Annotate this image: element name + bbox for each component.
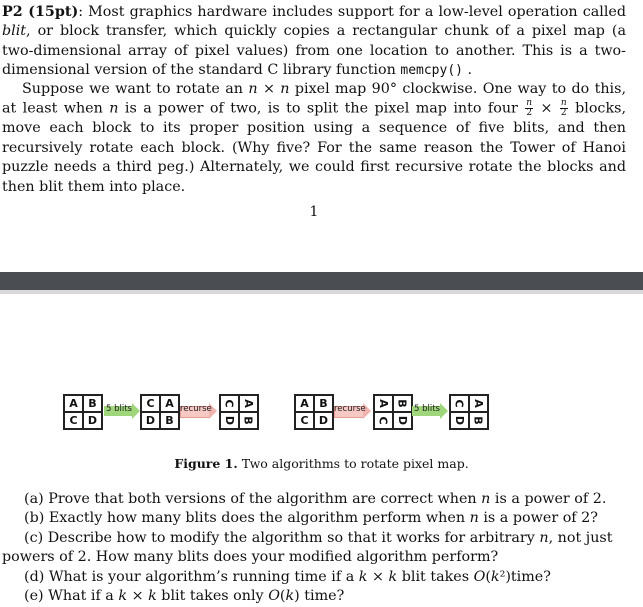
block-c: C <box>222 399 236 408</box>
arrow-label: 5 blits <box>106 404 132 414</box>
block-a: A <box>376 399 390 408</box>
block-b: B <box>160 412 179 429</box>
block-d: D <box>395 415 409 426</box>
block-grid-rotated-1 <box>219 394 259 430</box>
block-a: A <box>64 395 83 412</box>
question-d: (d) What is your algorithm’s running time if a k × k blit takes O(k²)time? <box>24 569 551 585</box>
block-grid-rotated-final <box>449 394 489 430</box>
block-b: B <box>83 395 102 412</box>
block-grid-original <box>63 394 103 430</box>
arrow-5-blits <box>104 403 140 419</box>
block-c: C <box>64 412 83 429</box>
memcpy-code: memcpy() <box>400 63 463 79</box>
block-a: A <box>471 399 485 408</box>
problem-paragraph-2: Suppose we want to rotate an n × n pixel map 90° clockwise. One way to do this, at least when n is a power of two, is to split the pixel map into four $\frac{n}{2}$ × $\frac{n}{2}$ blocks, move each block to its proper position using a sequence of five blits, and then recursively rotate each block. (Why five? For the same reason the Tower of Hanoi puzzle needs a third peg.) Alternately, we could first recursive rotate the blocks and then blit them into place. <box>2 81 626 195</box>
block-grid-original-2 <box>294 394 334 430</box>
document-page <box>0 0 643 272</box>
block-b: B <box>241 416 255 425</box>
page-separator <box>0 272 643 290</box>
arrow-label: recurse <box>180 404 212 414</box>
block-b: B <box>395 399 409 408</box>
arrow-5-blits-2 <box>412 403 448 419</box>
block-grid-blitted <box>140 394 180 430</box>
fraction-n-over-2: $\frac{n}{2}$ <box>526 98 533 119</box>
block-a: A <box>295 395 314 412</box>
block-d: D <box>452 415 466 426</box>
question-a: (a) Prove that both versions of the algorithm are correct when n is a power of 2. <box>24 491 607 507</box>
block-b: B <box>471 416 485 425</box>
block-c: C <box>376 416 390 425</box>
arrow-recurse-2 <box>334 403 371 419</box>
problem-paragraph-1: P2 (15pt): Most graphics hardware includes support for a low-level operation called blit, or block transfer, which quickly copies a rectangular chunk of a pixel map (a two-dimensional array of pixel values) from one location to another. This is a two-dimensional version of the standard C library function memcpy() . <box>2 4 627 79</box>
block-d: D <box>222 415 236 426</box>
block-grid-rotated-2 <box>373 394 413 430</box>
block-d: D <box>83 412 102 429</box>
block-c: C <box>452 399 466 408</box>
block-d: D <box>314 412 333 429</box>
question-e: (e) What if a k × k blit takes only O(k) time? <box>24 588 345 604</box>
block-c: C <box>141 395 160 412</box>
question-c: (c) Describe how to modify the algorithm so that it works for arbitrary n, not just powers of 2. How many blits does your modified algorithm perform? <box>2 530 613 566</box>
block-d: D <box>141 412 160 429</box>
question-b: (b) Exactly how many blits does the algorithm perform when n is a power of 2? <box>24 510 598 526</box>
fraction-n-over-2: $\frac{n}{2}$ <box>560 98 567 119</box>
arrow-label: 5 blits <box>414 404 440 414</box>
arrow-recurse <box>180 403 217 419</box>
block-a: A <box>241 399 255 408</box>
block-a: A <box>160 395 179 412</box>
figure-caption: Figure 1. Two algorithms to rotate pixel map. <box>174 456 469 471</box>
block-c: C <box>295 412 314 429</box>
block-b: B <box>314 395 333 412</box>
arrow-label: recurse <box>334 404 366 414</box>
figure-1 <box>0 294 643 474</box>
problem-heading: P2 (15pt) <box>2 4 79 20</box>
page-number: 1 <box>309 204 319 220</box>
